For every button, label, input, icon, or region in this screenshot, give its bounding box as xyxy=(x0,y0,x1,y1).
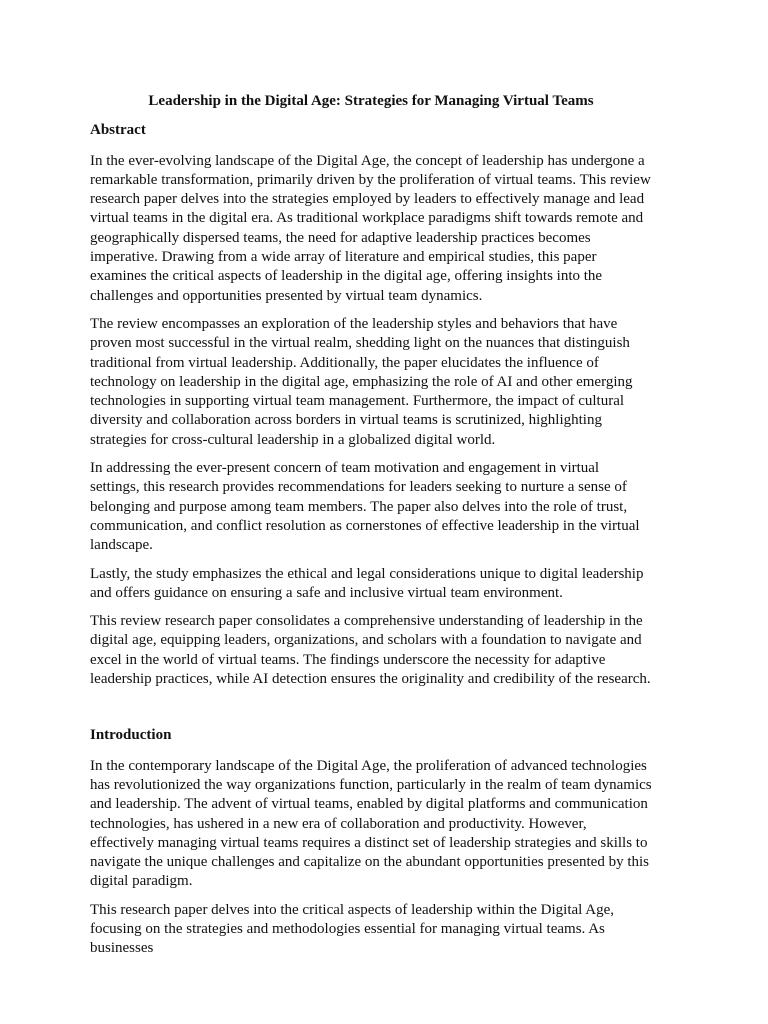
introduction-paragraph-2: This research paper delves into the critical aspects of leadership within the Digital Age, focusing on the strategies and methodologies essential for managing virtual teams. As businesses xyxy=(90,901,614,957)
paper-title: Leadership in the Digital Age: Strategies for Managing Virtual Teams xyxy=(148,93,594,109)
introduction-heading: Introduction xyxy=(90,727,172,744)
document-page xyxy=(90,92,652,968)
abstract-paragraph-1: In the ever-evolving landscape of the Digital Age, the concept of leadership has undergone a remarkable transformation, primarily driven by the proliferation of virtual teams. This review research paper delves into the strategies employed by leaders to effectively manage and lead virtual teams in the digital era. As traditional workplace paradigms shift towards remote and geographically dispersed teams, the need for adaptive leadership practices becomes imperative. Drawing from a wide array of literature and empirical studies, this paper examines the critical aspects of leadership in the digital age, offering insights into the challenges and opportunities presented by virtual team dynamics. xyxy=(90,152,651,304)
abstract-heading: Abstract xyxy=(90,122,146,139)
abstract-paragraph-2: The review encompasses an exploration of the leadership styles and behaviors that have proven most successful in the virtual realm, shedding light on the nuances that distinguish traditional from virtual leadership. Additionally, the paper elucidates the influence of technology on leadership in the digital age, emphasizing the role of AI and other emerging technologies in supporting virtual team management. Furthermore, the impact of cultural diversity and collaboration across borders in virtual teams is scrutinized, highlighting strategies for cross-cultural leadership in a globalized digital world. xyxy=(90,315,633,448)
section-spacer xyxy=(90,698,652,726)
introduction-paragraph-1: In the contemporary landscape of the Digital Age, the proliferation of advanced technologies has revolutionized the way organizations function, particularly in the realm of team dynamics and leadership. The advent of virtual teams, enabled by digital platforms and communication technologies, has ushered in a new era of collaboration and productivity. However, effectively managing virtual teams requires a distinct set of leadership strategies and skills to navigate the unique challenges and capitalize on the abundant opportunities presented by this digital paradigm. xyxy=(90,757,652,890)
abstract-paragraph-4: Lastly, the study emphasizes the ethical and legal considerations unique to digital leadership and offers guidance on ensuring a safe and inclusive virtual team environment. xyxy=(90,565,644,601)
abstract-paragraph-3: In addressing the ever-present concern of team motivation and engagement in virtual settings, this research provides recommendations for leaders seeking to nurture a sense of belonging and purpose among team members. The paper also delves into the role of trust, communication, and conflict resolution as cornerstones of effective leadership in the virtual landscape. xyxy=(90,460,640,554)
abstract-paragraph-5: This review research paper consolidates a comprehensive understanding of leadership in the digital age, equipping leaders, organizations, and scholars with a foundation to navigate and excel in the world of virtual teams. The findings underscore the necessity for adaptive leadership practices, while AI detection ensures the originality and credibility of the research. xyxy=(90,613,651,688)
